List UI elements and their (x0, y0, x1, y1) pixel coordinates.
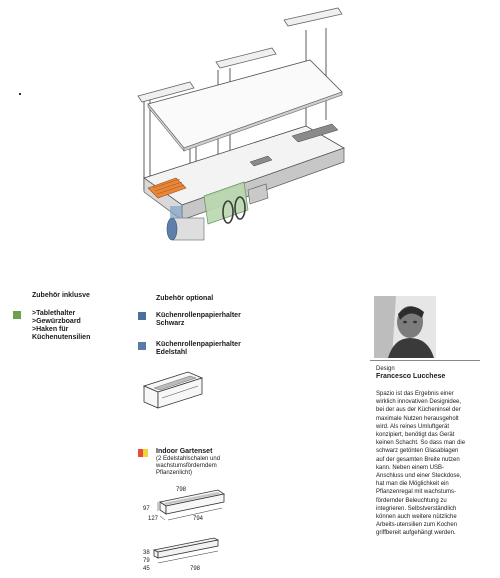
included-item-gewuerzboard: >Gewürzboard (32, 318, 81, 325)
garden-lamp-drawing (148, 534, 228, 570)
optional-item-schwarz: Küchenrollenpapierhalter Schwarz (156, 312, 241, 327)
lamp-h3-label: 45 (143, 566, 150, 572)
included-swatch (13, 311, 21, 319)
hood-illustration (120, 0, 360, 255)
garden-swatch (138, 449, 148, 457)
included-item-haken: >Haken für Küchenutensilien (32, 326, 91, 341)
designer-name: Francesco Lucchese (376, 373, 446, 380)
designer-portrait (374, 296, 436, 358)
lamp-length-label: 798 (190, 566, 201, 572)
included-list (32, 310, 102, 342)
tray-height-label: 97 (143, 506, 150, 512)
paper-holder-drawing (140, 368, 210, 414)
included-title: Zubehör inklusve (32, 292, 90, 299)
lamp-h2-label: 79 (143, 558, 150, 564)
designer-label: Design (376, 366, 395, 372)
tray-depth-label: 794 (193, 516, 204, 522)
designer-text: Spazio ist das Ergebnis einer wirklich innovativen Designidee, bei der aus der Kücheninsel der maximale Nutzen herausgeholt wird. Als reines Umluftgerät konzipiert, benötigt das Gerät keinen Schacht. So dass man die schwarz getönten Glasablagen auf der gesamten Breite nutzen kann. Neben einem USB-Anschluss und einer Steckdose, hat man die Möglichkeit ein Pflanzenregal mit wachstums-fördernder Beleuchtung zu integrieren. Selbstverständlich können auch weitere nützliche Arbeits-utensilien zum Kochen griffbereit aufgehängt werden. (376, 391, 466, 537)
optional-title: Zubehör optional (156, 295, 214, 302)
tray-length-label: 798 (176, 487, 187, 493)
garden-title: Indoor Gartenset (156, 448, 213, 455)
optional-swatch-schwarz (138, 312, 146, 320)
tray-width-label: 127 (148, 516, 159, 522)
optional-item-edelstahl: Küchenrollenpapierhalter Edelstahl (156, 341, 241, 356)
dot-mark (19, 93, 21, 95)
optional-swatch-edelstahl (138, 342, 146, 350)
lamp-h1-label: 38 (143, 550, 150, 556)
designer-divider (370, 360, 480, 361)
included-item-tablethalter: >Tablethalter (32, 310, 76, 317)
garden-description: (2 Edelstahlschalen und wachstumsförderndem Pflanzenlicht) (156, 456, 221, 476)
